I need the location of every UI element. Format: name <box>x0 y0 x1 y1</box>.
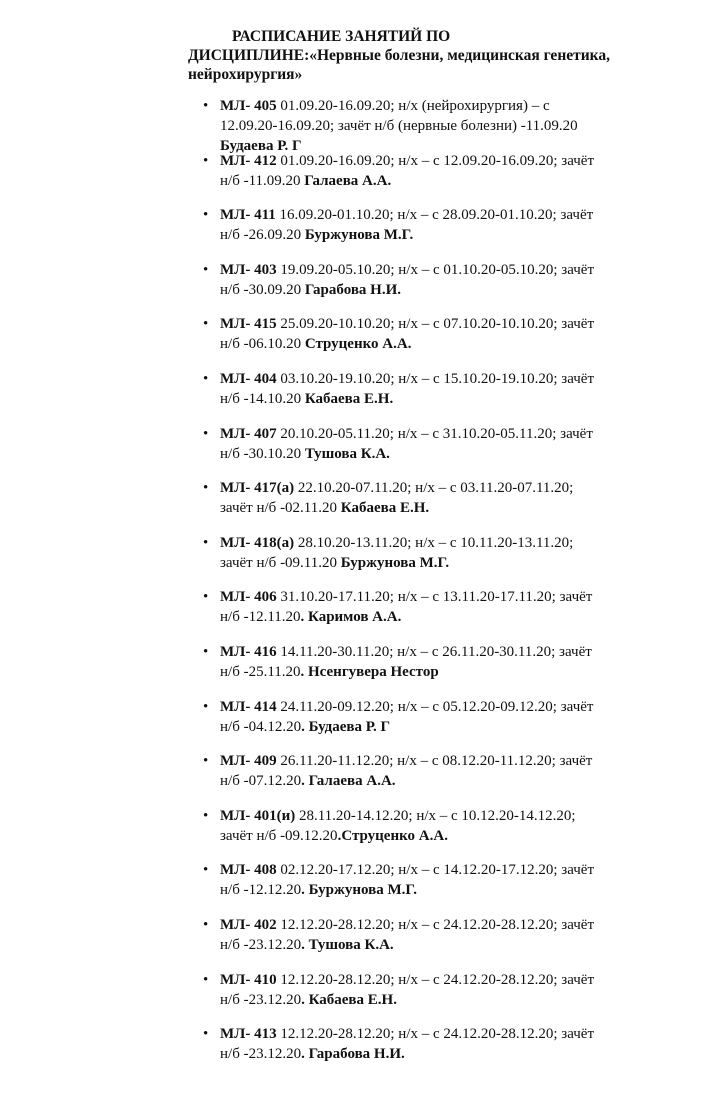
bullet-icon: • <box>203 807 209 824</box>
bullet-icon: • <box>203 316 209 333</box>
bullet-icon: • <box>203 152 209 169</box>
bullet-icon: • <box>203 425 209 442</box>
group-code: МЛ- 406 <box>220 589 277 606</box>
schedule-entry <box>203 806 603 861</box>
teacher-name: Галаева А.А. <box>304 172 392 189</box>
bullet-icon: • <box>203 643 209 660</box>
group-code: МЛ- 416 <box>220 643 277 660</box>
schedule-list <box>203 96 603 1079</box>
bullet-icon: • <box>203 207 209 224</box>
schedule-entry <box>203 970 603 1025</box>
group-code: МЛ- 401(и) <box>220 807 296 824</box>
bullet-icon: • <box>203 98 209 114</box>
bullet-icon: • <box>203 916 209 933</box>
group-code: МЛ- 404 <box>220 370 277 387</box>
teacher-name: . Нсенгувера Нестор <box>300 663 439 680</box>
schedule-dates: 25.09.20-10.10.20; н/х – с 07.10.20-10.10.20; зачёт н/б -06.10.20 <box>220 316 595 353</box>
teacher-name: . Гарабова Н.И. <box>301 1046 405 1063</box>
schedule-entry <box>203 1024 603 1079</box>
teacher-name: . Каримов А.А. <box>300 609 402 626</box>
bullet-icon: • <box>203 480 209 497</box>
title-line-1: РАСПИСАНИЕ ЗАНЯТИЙ ПО <box>232 28 451 45</box>
schedule-entry <box>203 260 603 315</box>
teacher-name: Кабаева Е.Н. <box>340 500 430 517</box>
schedule-entry <box>203 424 603 479</box>
group-code: МЛ- 412 <box>220 152 277 169</box>
schedule-dates: 28.10.20-13.11.20; н/х – с 10.11.20-13.11.20; зачёт н/б -09.11.20 <box>220 534 574 571</box>
bullet-icon: • <box>203 971 209 988</box>
bullet-icon: • <box>203 698 209 715</box>
teacher-name: . Будаева Р. Г <box>301 718 391 735</box>
teacher-name: . Галаева А.А. <box>301 773 396 790</box>
schedule-dates: 12.12.20-28.12.20; н/х – с 24.12.20-28.12.20; зачёт н/б -23.12.20 <box>220 971 595 1008</box>
group-code: МЛ- 403 <box>220 261 277 278</box>
schedule-entry <box>203 860 603 915</box>
schedule-entry <box>203 642 603 697</box>
bullet-icon: • <box>203 589 209 606</box>
teacher-name: . Буржунова М.Г. <box>301 882 417 899</box>
schedule-entry <box>203 96 603 154</box>
teacher-name: Кабаева Е.Н. <box>304 390 394 407</box>
group-code: МЛ- 414 <box>220 698 277 715</box>
teacher-name: Будаева Р. Г <box>220 138 302 154</box>
teacher-name: Буржунова М.Г. <box>304 227 414 244</box>
schedule-dates: 01.09.20-16.09.20; н/х – с 12.09.20-16.09.20; зачёт н/б -11.09.20 <box>220 152 595 189</box>
schedule-entry <box>203 915 603 970</box>
group-code: МЛ- 413 <box>220 1026 277 1043</box>
schedule-dates: 03.10.20-19.10.20; н/х – с 15.10.20-19.10.20; зачёт н/б -14.10.20 <box>220 370 595 407</box>
bullet-icon: • <box>203 534 209 551</box>
teacher-name: Струценко А.А. <box>304 336 412 353</box>
schedule-dates: 01.09.20-16.09.20; н/х (нейрохирургия) – с 12.09.20-16.09.20; зачёт н/б (нервные болезни) -11.09.20 <box>220 98 578 134</box>
bullet-icon: • <box>203 370 209 387</box>
schedule-dates: 12.12.20-28.12.20; н/х – с 24.12.20-28.12.20; зачёт н/б -23.12.20 <box>220 1026 595 1063</box>
schedule-dates: 12.12.20-28.12.20; н/х – с 24.12.20-28.12.20; зачёт н/б -23.12.20 <box>220 916 595 953</box>
teacher-name: . Тушова К.А. <box>301 936 394 953</box>
schedule-dates: 28.11.20-14.12.20; н/х – с 10.12.20-14.12.20; зачёт н/б -09.12.20 <box>220 807 576 844</box>
schedule-entry <box>203 151 603 206</box>
page-title <box>188 27 688 84</box>
schedule-entry <box>203 587 603 642</box>
bullet-icon: • <box>203 862 209 879</box>
schedule-entry <box>203 369 603 424</box>
schedule-dates: 31.10.20-17.11.20; н/х – с 13.11.20-17.11.20; зачёт н/б -12.11.20 <box>220 589 593 626</box>
schedule-entry <box>203 314 603 369</box>
schedule-dates: 24.11.20-09.12.20; н/х – с 05.12.20-09.12.20; зачёт н/б -04.12.20 <box>220 698 594 735</box>
schedule-dates: 22.10.20-07.11.20; н/х – с 03.11.20-07.11.20; зачёт н/б -02.11.20 <box>220 480 574 517</box>
teacher-name: Тушова К.А. <box>304 445 390 462</box>
group-code: МЛ- 415 <box>220 316 277 333</box>
schedule-entry <box>203 697 603 752</box>
schedule-dates: 26.11.20-11.12.20; н/х – с 08.12.20-11.12.20; зачёт н/б -07.12.20 <box>220 753 593 790</box>
group-code: МЛ- 409 <box>220 753 277 770</box>
group-code: МЛ- 405 <box>220 98 277 114</box>
schedule-dates: 14.11.20-30.11.20; н/х – с 26.11.20-30.11.20; зачёт н/б -25.11.20 <box>220 643 592 680</box>
schedule-entry <box>203 478 603 533</box>
teacher-name: .Струценко А.А. <box>337 827 448 844</box>
title-line-2: ДИСЦИПЛИНЕ:«Нервные болезни, медицинская генетика, <box>188 47 610 64</box>
teacher-name: . Кабаева Е.Н. <box>301 991 397 1008</box>
bullet-icon: • <box>203 261 209 278</box>
group-code: МЛ- 417(а) <box>220 480 295 497</box>
schedule-dates: 19.09.20-05.10.20; н/х – с 01.10.20-05.10.20; зачёт н/б -30.09.20 <box>220 261 595 298</box>
title-line-3: нейрохирургия» <box>188 66 303 83</box>
teacher-name: Гарабова Н.И. <box>304 281 402 298</box>
group-code: МЛ- 408 <box>220 862 277 879</box>
schedule-dates: 16.09.20-01.10.20; н/х – с 28.09.20-01.10.20; зачёт н/б -26.09.20 <box>220 207 594 244</box>
group-code: МЛ- 411 <box>220 207 276 224</box>
bullet-icon: • <box>203 1026 209 1043</box>
bullet-icon: • <box>203 753 209 770</box>
schedule-entry <box>203 533 603 588</box>
schedule-entry <box>203 205 603 260</box>
schedule-entry <box>203 751 603 806</box>
teacher-name: Буржунова М.Г. <box>340 554 450 571</box>
group-code: МЛ- 407 <box>220 425 277 442</box>
group-code: МЛ- 402 <box>220 916 277 933</box>
group-code: МЛ- 418(а) <box>220 534 295 551</box>
schedule-dates: 20.10.20-05.11.20; н/х – с 31.10.20-05.11.20; зачёт н/б -30.10.20 <box>220 425 593 462</box>
group-code: МЛ- 410 <box>220 971 277 988</box>
schedule-dates: 02.12.20-17.12.20; н/х – с 14.12.20-17.12.20; зачёт н/б -12.12.20 <box>220 862 595 899</box>
